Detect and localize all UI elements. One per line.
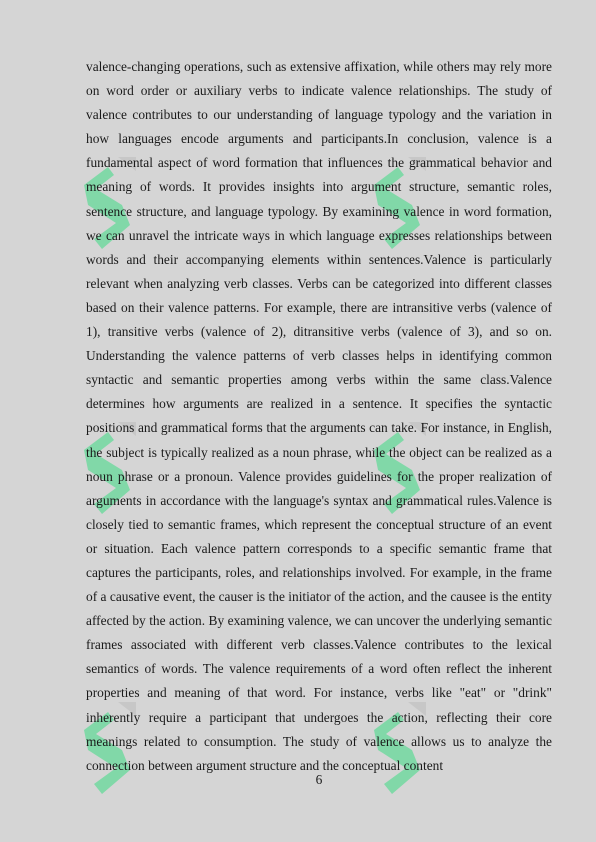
body-paragraph: valence-changing operations, such as extensive affixation, while others may rely more on word order or auxiliary verbs to indicate valence relationships. The study of valence contributes to our understanding of language typology and the variation in how languages encode arguments and participants.In conclusion, valence is a fundamental aspect of word formation that influences the grammatical behavior and meaning of words. It provides insights into argument structure, semantic roles, sentence structure, and language typology. By examining valence in word formation, we can unravel the intricate ways in which language expresses relationships between words and their accompanying elements within sentences.Valence is particularly relevant when analyzing verb classes. Verbs can be categorized into different classes based on their valence patterns. For example, there are intransitive verbs (valence of 1), transitive verbs (valence of 2), ditransitive verbs (valence of 3), and so on. Understanding the valence patterns of verb classes helps in identifying common syntactic and semantic properties among verbs within the same class.Valence determines how arguments are realized in a sentence. It specifies the syntactic positions and grammatical forms that the arguments can take. For instance, in English, the subject is typically realized as a noun phrase, while the object can be realized as a noun phrase or a pronoun. Valence provides guidelines for the proper realization of arguments in accordance with the language's syntax and grammatical rules.Valence is closely tied to semantic frames, which represent the conceptual structure of an event or situation. Each valence pattern corresponds to a specific semantic frame that captures the participants, roles, and relationships involved. For example, in the frame of a causative event, the causer is the initiator of the action, and the causee is the entity affected by the action. By examining valence, we can uncover the underlying semantic frames associated with different verb classes.Valence contributes to the lexical semantics of words. The valence requirements of a word often reflect the inherent properties and meaning of that word. For instance, verbs like "eat" or "drink" inherently require a participant that undergoes the action, reflecting their core meanings related to consumption. The study of valence allows us to analyze the connection between argument structure and the conceptual content xyxy=(86,59,552,773)
page-number: 6 xyxy=(315,772,323,787)
